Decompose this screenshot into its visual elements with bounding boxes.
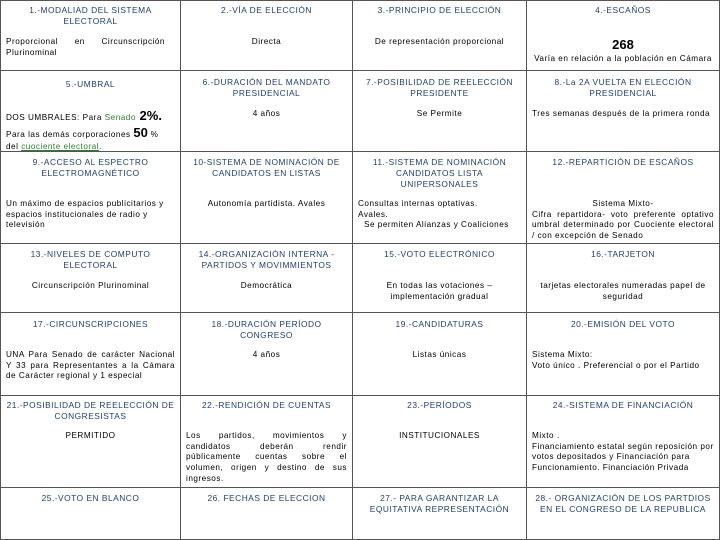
value-voto-electronico: En todas las votaciones – implementación gradual [386, 281, 493, 301]
value-text: Financiamiento estatal según reposición por votos depositados y Financiación para Funcionamiento. Financiación Privada [532, 441, 714, 472]
header-voto-blanco: 25.-VOTO EN BLANCO [41, 493, 140, 503]
row-divider [0, 151, 720, 152]
header-equitativa-representacion: 27.- PARA GARANTIZAR LA EQUITATIVA REPRESENTACIÓN [369, 493, 510, 514]
header-candidaturas: 19.-CANDIDATURAS [395, 319, 484, 329]
value-text: 2%. [135, 108, 162, 123]
header-circunscripciones: 17.-CIRCUNSCRIPCIONES [32, 319, 149, 329]
value-reeleccion-congresistas: PERMITIDO [65, 431, 116, 440]
value-text: Avales. [358, 209, 389, 219]
value-rendicion-cuentas: Los partidos, movimientos y candidatos deberán rendir públicamente cuentas sobre el volumen, origen y destino de sus ingresos. [186, 431, 347, 483]
value-organizacion-interna: Democrática [240, 281, 293, 290]
value-emision-voto [527, 347, 719, 377]
value-text: DOS UMBRALES: Para [6, 113, 105, 122]
row-divider [0, 243, 720, 244]
header-fechas-eleccion: 26. FECHAS DE ELECCION [207, 493, 326, 503]
header-principio-eleccion: 3.-PRINCIPIO DE ELECCIÓN [377, 5, 502, 15]
value-text: Se permiten Alianzas y Coaliciones [364, 220, 509, 230]
value-reeleccion-presidente: Se Permite [416, 109, 463, 118]
row-divider [0, 395, 720, 396]
header-duracion-congreso: 18.-DURACIÓN PERÍODO CONGRESO [211, 319, 322, 340]
header-nominacion-listas: 10-SISTEMA DE NOMINACIÓN DE CANDIDATOS EN LISTAS [193, 157, 340, 178]
row-divider [0, 0, 720, 1]
row-divider [0, 70, 720, 71]
row-divider [0, 487, 720, 488]
header-organizacion-interna: 14.-ORGANIZACIÓN INTERNA - PARTIDOS Y MOVIMMIENTOS [198, 249, 335, 270]
header-rendicion-cuentas: 22.-RENDICIÓN DE CUENTAS [201, 400, 332, 410]
value-principio-eleccion: De representación proporcional [374, 37, 505, 46]
value-text: % [147, 129, 159, 139]
value-text: Mixto . [532, 431, 560, 440]
value-periodos: INSTITUCIONALES [399, 431, 480, 440]
value-espectro: Un máximo de espacios publicitarios y espacios institucionales de radio y televisión [6, 199, 164, 230]
value-nominacion-unipersonal [353, 196, 526, 238]
value-candidaturas: Listas únicas [412, 350, 467, 359]
value-text: Varía en relación a la población en Cámara [534, 53, 712, 63]
header-emision-voto: 20.-EMISIÓN DEL VOTO [570, 319, 675, 329]
value-text: en [74, 37, 85, 46]
value-duracion-congreso: 4 años [252, 350, 281, 359]
value-tarjeton: tarjetas electorales numeradas papel de seguridad [540, 281, 706, 301]
header-espectro: 9.-ACCESO AL ESPECTRO ELECTROMAGNÉTICO [32, 157, 149, 178]
header-sistema-electoral: 1.-MODALIAD DEL SISTEMA ELECTORAL [29, 5, 152, 26]
header-voto-electronico: 15.-VOTO ELECTRÓNICO [384, 249, 495, 259]
value-umbral [1, 105, 180, 151]
value-text: Para las demás corporaciones [6, 129, 134, 139]
value-text: cuociente electoral [21, 141, 99, 151]
value-via-eleccion: Directa [251, 37, 282, 46]
value-text: Consultas internas optativas. [358, 199, 478, 208]
value-text: Sistema Mixto- [592, 199, 654, 208]
header-segunda-vuelta: 8.-La 2A VUELTA EN ELECCIÓN PRESIDENCIAL [554, 77, 692, 98]
header-umbral: 5.-UMBRAL [65, 79, 116, 89]
seat-count: 268 [612, 37, 634, 52]
value-financiacion [527, 428, 719, 486]
value-text: Circunscripción [101, 37, 165, 46]
value-text: Proporcional [6, 37, 58, 46]
value-circunscripciones: UNA Para Senado de carácter Nacional Y 33 para Representantes a la Cámara de Carácter regional y 1 especial [6, 350, 175, 381]
value-escanos [527, 34, 719, 70]
header-reeleccion-congresistas: 21.-POSIBILIDAD DE REELECCIÓN DE CONGRESISTAS [6, 400, 175, 421]
value-text: Sistema Mixto: [532, 350, 593, 359]
value-text: Cifra repartidora- voto preferente optativo umbral determinado por Cuociente electoral / con excepción de Senado [532, 209, 714, 240]
header-reeleccion-presidente: 7.-POSIBILIDAD DE REELECCIÓN PRESIDENTE [365, 77, 514, 98]
header-niveles-computo: 13.-NIVELES DE COMPUTO ELECTORAL [30, 249, 151, 270]
header-organizacion-partidos: 28.- ORGANIZACIÓN DE LOS PARTDIOS EN EL CONGRESO DE LA REPUBLICA [535, 493, 711, 514]
value-nominacion-listas: Autonomía partidista. Avales [207, 199, 326, 208]
value-duracion-mandato: 4 años [252, 109, 281, 118]
header-escanos: 4.-ESCAÑOS [595, 5, 651, 15]
header-financiacion: 24.-SISTEMA DE FINANCIACIÓN [552, 400, 694, 410]
header-nominacion-unipersonal: 11.-SISTEMA DE NOMINACIÓN CANDIDATOS LISTA UNIPERSONALES [372, 157, 507, 189]
value-niveles-computo: Circunscripción Plurinominal [31, 281, 150, 290]
header-periodos: 23.-PERÍODOS [407, 400, 472, 410]
value-reparticion-escanos [527, 196, 719, 242]
value-sistema-electoral [1, 34, 180, 68]
value-text: Plurinominal [6, 47, 58, 57]
value-text: Senado [104, 113, 136, 122]
value-text: del [6, 141, 22, 151]
value-text: Voto único . Preferencial o por el Partido [532, 360, 700, 370]
row-divider [0, 312, 720, 313]
header-via-eleccion: 2.-VÍA DE ELECCIÓN [221, 5, 312, 15]
header-tarjeton: 16.-TARJETON [591, 249, 655, 259]
value-text: 50 [133, 124, 148, 140]
header-duracion-mandato: 6.-DURACIÓN DEL MANDATO PRESIDENCIAL [202, 77, 331, 98]
value-text: . [98, 141, 102, 151]
value-segunda-vuelta: Tres semanas después de la primera ronda [532, 109, 711, 118]
header-reparticion-escanos: 12.-REPARTICIÓN DE ESCAÑOS [552, 157, 694, 167]
